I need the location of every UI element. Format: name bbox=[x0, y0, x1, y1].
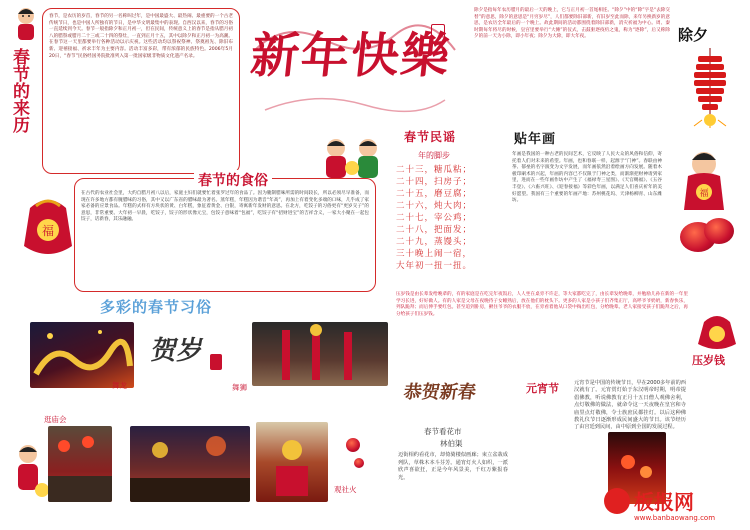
firecracker-icon bbox=[680, 48, 740, 128]
origin-text: 春节，是农历的岁首，春节的另一名称叫过年，是中国最盛大、最热闹、最重要的一个古老传统节日，也是中国人所独有的节日，是中华文明最集中的表现。自西汉以来，春节的习俗一直延续到今天。春节一般指除夕和正月初一，但在民间，传统意义上的春节是指从腊月初八的腊祭或腊月二十三或二十四的祭灶，一直到正月十五，其中以除夕和正月初一为高潮。在春节这一天里都要举行各种活动以示庆祝。这些活动均以祭祝祭神、祭奠祖先、除旧布新、迎禧接福、祈求丰年为主要内容。活动丰富多彩，带有浓郁的民族特色。2006年5月20日，“春节”民俗经国务院批准列入第一批国家级非物质文化遗产名录。 bbox=[49, 14, 233, 59]
gong-he-calligraphy: 恭贺新春 bbox=[402, 382, 478, 403]
chuxi-corner-label: 除夕 bbox=[678, 26, 709, 44]
ballad-panel bbox=[390, 126, 508, 284]
ballad-line: 二十五，磨豆腐； bbox=[396, 189, 473, 199]
temple-fair-caption: 逛庙会 bbox=[44, 415, 67, 424]
chuxi-panel bbox=[470, 4, 746, 129]
ballad-line: 二十九，蒸馒头； bbox=[396, 237, 473, 247]
ballad-line: 二十八，把面发； bbox=[396, 225, 473, 235]
mascot-figure bbox=[12, 6, 40, 42]
fireworks-caption: 观社火 bbox=[334, 485, 357, 494]
kid-lantern-illustration bbox=[6, 440, 50, 504]
flower-poem-panel bbox=[394, 376, 512, 506]
watermark-logo-icon bbox=[604, 488, 630, 514]
he-sui-seal bbox=[210, 354, 222, 370]
nianhua-figure bbox=[668, 148, 740, 214]
ballad-line: 二十四，扫房子； bbox=[396, 177, 473, 187]
ballad-title: 春节民谣 bbox=[404, 130, 457, 144]
title-seal bbox=[431, 24, 445, 44]
svg-text:福: 福 bbox=[41, 224, 55, 238]
shehuo-photo-2 bbox=[256, 422, 328, 502]
food-title: 春节的食俗 bbox=[194, 170, 272, 190]
watermark-brand: 板报网 bbox=[634, 490, 694, 514]
food-panel bbox=[4, 170, 384, 294]
svg-text:福: 福 bbox=[699, 189, 709, 199]
kids-illustration bbox=[318, 134, 388, 186]
lantern-icon bbox=[704, 218, 734, 244]
ballad-line: 二十六，炖大肉； bbox=[396, 201, 473, 211]
dragon-dance-photo bbox=[30, 322, 134, 388]
flower-poem-text: 迈街相约看花市，却倚骑楼似画廊；束立盆栽成列队，草株木本斗芬芳。通宵灯火人如织，一派欣声喜欲狂，正是今年风景美，千红万紫报春光。 bbox=[398, 452, 508, 481]
lantern-icon bbox=[346, 438, 360, 452]
yuanxiao-text: 元宵节是中国的传统节日，早在2000多年前的西汉就有了。元宵赏灯始于东汉明帝时期，明帝提倡佛教，听说佛教有正月十五日僧人观佛舍利，点灯敬佛的做法，就命令这一天夜晚在皇宫和寺庙里点灯敬佛，令士族庶民都挂灯。以后这种佛教礼仪节日逐渐形成民间盛大的节日。该节经历了由宫廷到民间，由中原到全国的发展过程。 bbox=[574, 380, 686, 431]
he-sui-calligraphy: 贺岁 bbox=[148, 336, 207, 366]
customs-heading: 多彩的春节习俗 bbox=[100, 298, 213, 316]
chuxi-text: 除夕是指每年农历腊月的最后一天的晚上，它与正月初一首尾相连。“除夕”中的“除”字是“去除交替”的意思，除夕的意思是“月穷岁尽”，人们都要除旧部新，有旧岁至此而除，来年另换新岁的意思，是农历全年最后的一个晚上。故此期间的活动都围绕着除旧部新，消灾祈福为中心。周、秦时期每年将尽的时候，皇宫里要举行“大傩”的仪式，击鼓驱逐疫疠之鬼，称为“逐除”，后又称除夕的前一天为小除，即小年夜；除夕为大除，即大年夜。 bbox=[474, 8, 670, 40]
ballad-line: 三十晚上闹一宿， bbox=[396, 249, 473, 259]
food-text: 在古代的农业社会里，大约自腊月初八以后，家庭主妇们就要忙着张罗过年的食品了。因为腌制腊味所需的时间较长，所以必须尽早准备，而现在许多地方都有腌腊味的习俗，其中又以广东省的腊味最为著名。蒸年糕，年糕因为谐音“年高”，再加上有着变化多端的口味，几乎成了家家必备的应景食品。年糕的式样有方块状的黄、白年糕，象征着黄金、白银，寄寓新年发财的意思。在北方，吃饺子的习俗更有“更岁交子”的意思，非常重要。大年初一早晨，吃饺子，饺子的形状像元宝，包饺子意味着“包福”，吃饺子有“招财进宝”的吉祥含义，一家大小聚在一起包饺子，话新春，其乐融融。 bbox=[81, 191, 369, 223]
fortune-bag-icon bbox=[20, 188, 76, 260]
lion-caption: 舞狮 bbox=[232, 383, 247, 392]
flower-poem-author: 林伯渠 bbox=[440, 439, 463, 448]
ballad-subtitle: 年的脚步 bbox=[418, 151, 450, 160]
flower-poem-title: 春节看花市 bbox=[424, 427, 462, 436]
origin-panel bbox=[4, 4, 240, 176]
ballad-line: 二十七，宰公鸡； bbox=[396, 213, 473, 223]
origin-vertical-title: 春节的来历 bbox=[9, 48, 29, 133]
dragon-caption: 舞龙 bbox=[112, 381, 127, 390]
watermark bbox=[604, 486, 744, 526]
nianhua-panel bbox=[508, 126, 746, 286]
yasuiqian-label: 压岁钱 bbox=[692, 354, 725, 367]
lantern-icon bbox=[354, 458, 364, 468]
lion-dance-photo bbox=[252, 322, 388, 386]
watermark-url: www.banbaowang.com bbox=[634, 514, 716, 522]
ballad-line: 二十三，糖瓜粘； bbox=[396, 165, 473, 175]
yasuiqian-panel bbox=[394, 290, 748, 372]
main-title: 新年快樂 bbox=[248, 28, 454, 84]
origin-text-box bbox=[42, 8, 240, 174]
title-area bbox=[245, 10, 465, 130]
temple-fair-photo bbox=[48, 426, 112, 502]
nianhua-title: 贴年画 bbox=[514, 132, 557, 147]
nianhua-text: 年画是我国的一种古老的民间艺术，它反映了人民大众的风俗和信仰，寄托着人们对未来的希望。年画，也和春联一样，起源于“门神”。春联由神荼、郁垒的名字演变为文字发展，而年画依然沿着绘画方向发展。随着木板印刷术的兴起，年画的内容已不仅限于门神之类，而渐渐把财神请到家里，进而在一些年画作坊中产生了《福禄寿三星图》、《天官赐福》、《五谷丰登》、《六畜兴旺》、《迎春接福》等彩色年画，以满足人们喜庆祈年的美好愿望。我国有三个重要的年画产地：苏州桃花坞、天津杨柳青、山东潍坊。 bbox=[512, 152, 662, 204]
ballad-lines bbox=[396, 164, 506, 272]
yasuiqian-text: 压岁钱是由长辈发给晚辈的，有的家庭是在吃完年夜饭后，人人坐在桌旁不许走，等大家都吃完了，由长辈发给晚辈，并勉励儿孙在新的一年里学习长进，好好做人。有的人家是父母在夜晚待子女睡熟后，放在他们的枕头下。更多的人家是小孩子们齐集正厅，高呼爷爷奶奶，新春快乐，列队跪拜；而后伸手要红包。甚至追到卧房，揪住爷爷的衣服不放，在旁看着他从口袋中掏出红包，分给晚辈。老人家接受孩子们跪拜之后，再分给孩子们压岁钱。 bbox=[396, 292, 688, 317]
yuanxiao-title: 元宵节 bbox=[526, 382, 559, 395]
money-bag-icon bbox=[694, 310, 740, 350]
food-text-box bbox=[74, 178, 376, 292]
ballad-line: 大年初一扭一扭。 bbox=[396, 261, 473, 271]
shehuo-photo-1 bbox=[130, 426, 250, 502]
